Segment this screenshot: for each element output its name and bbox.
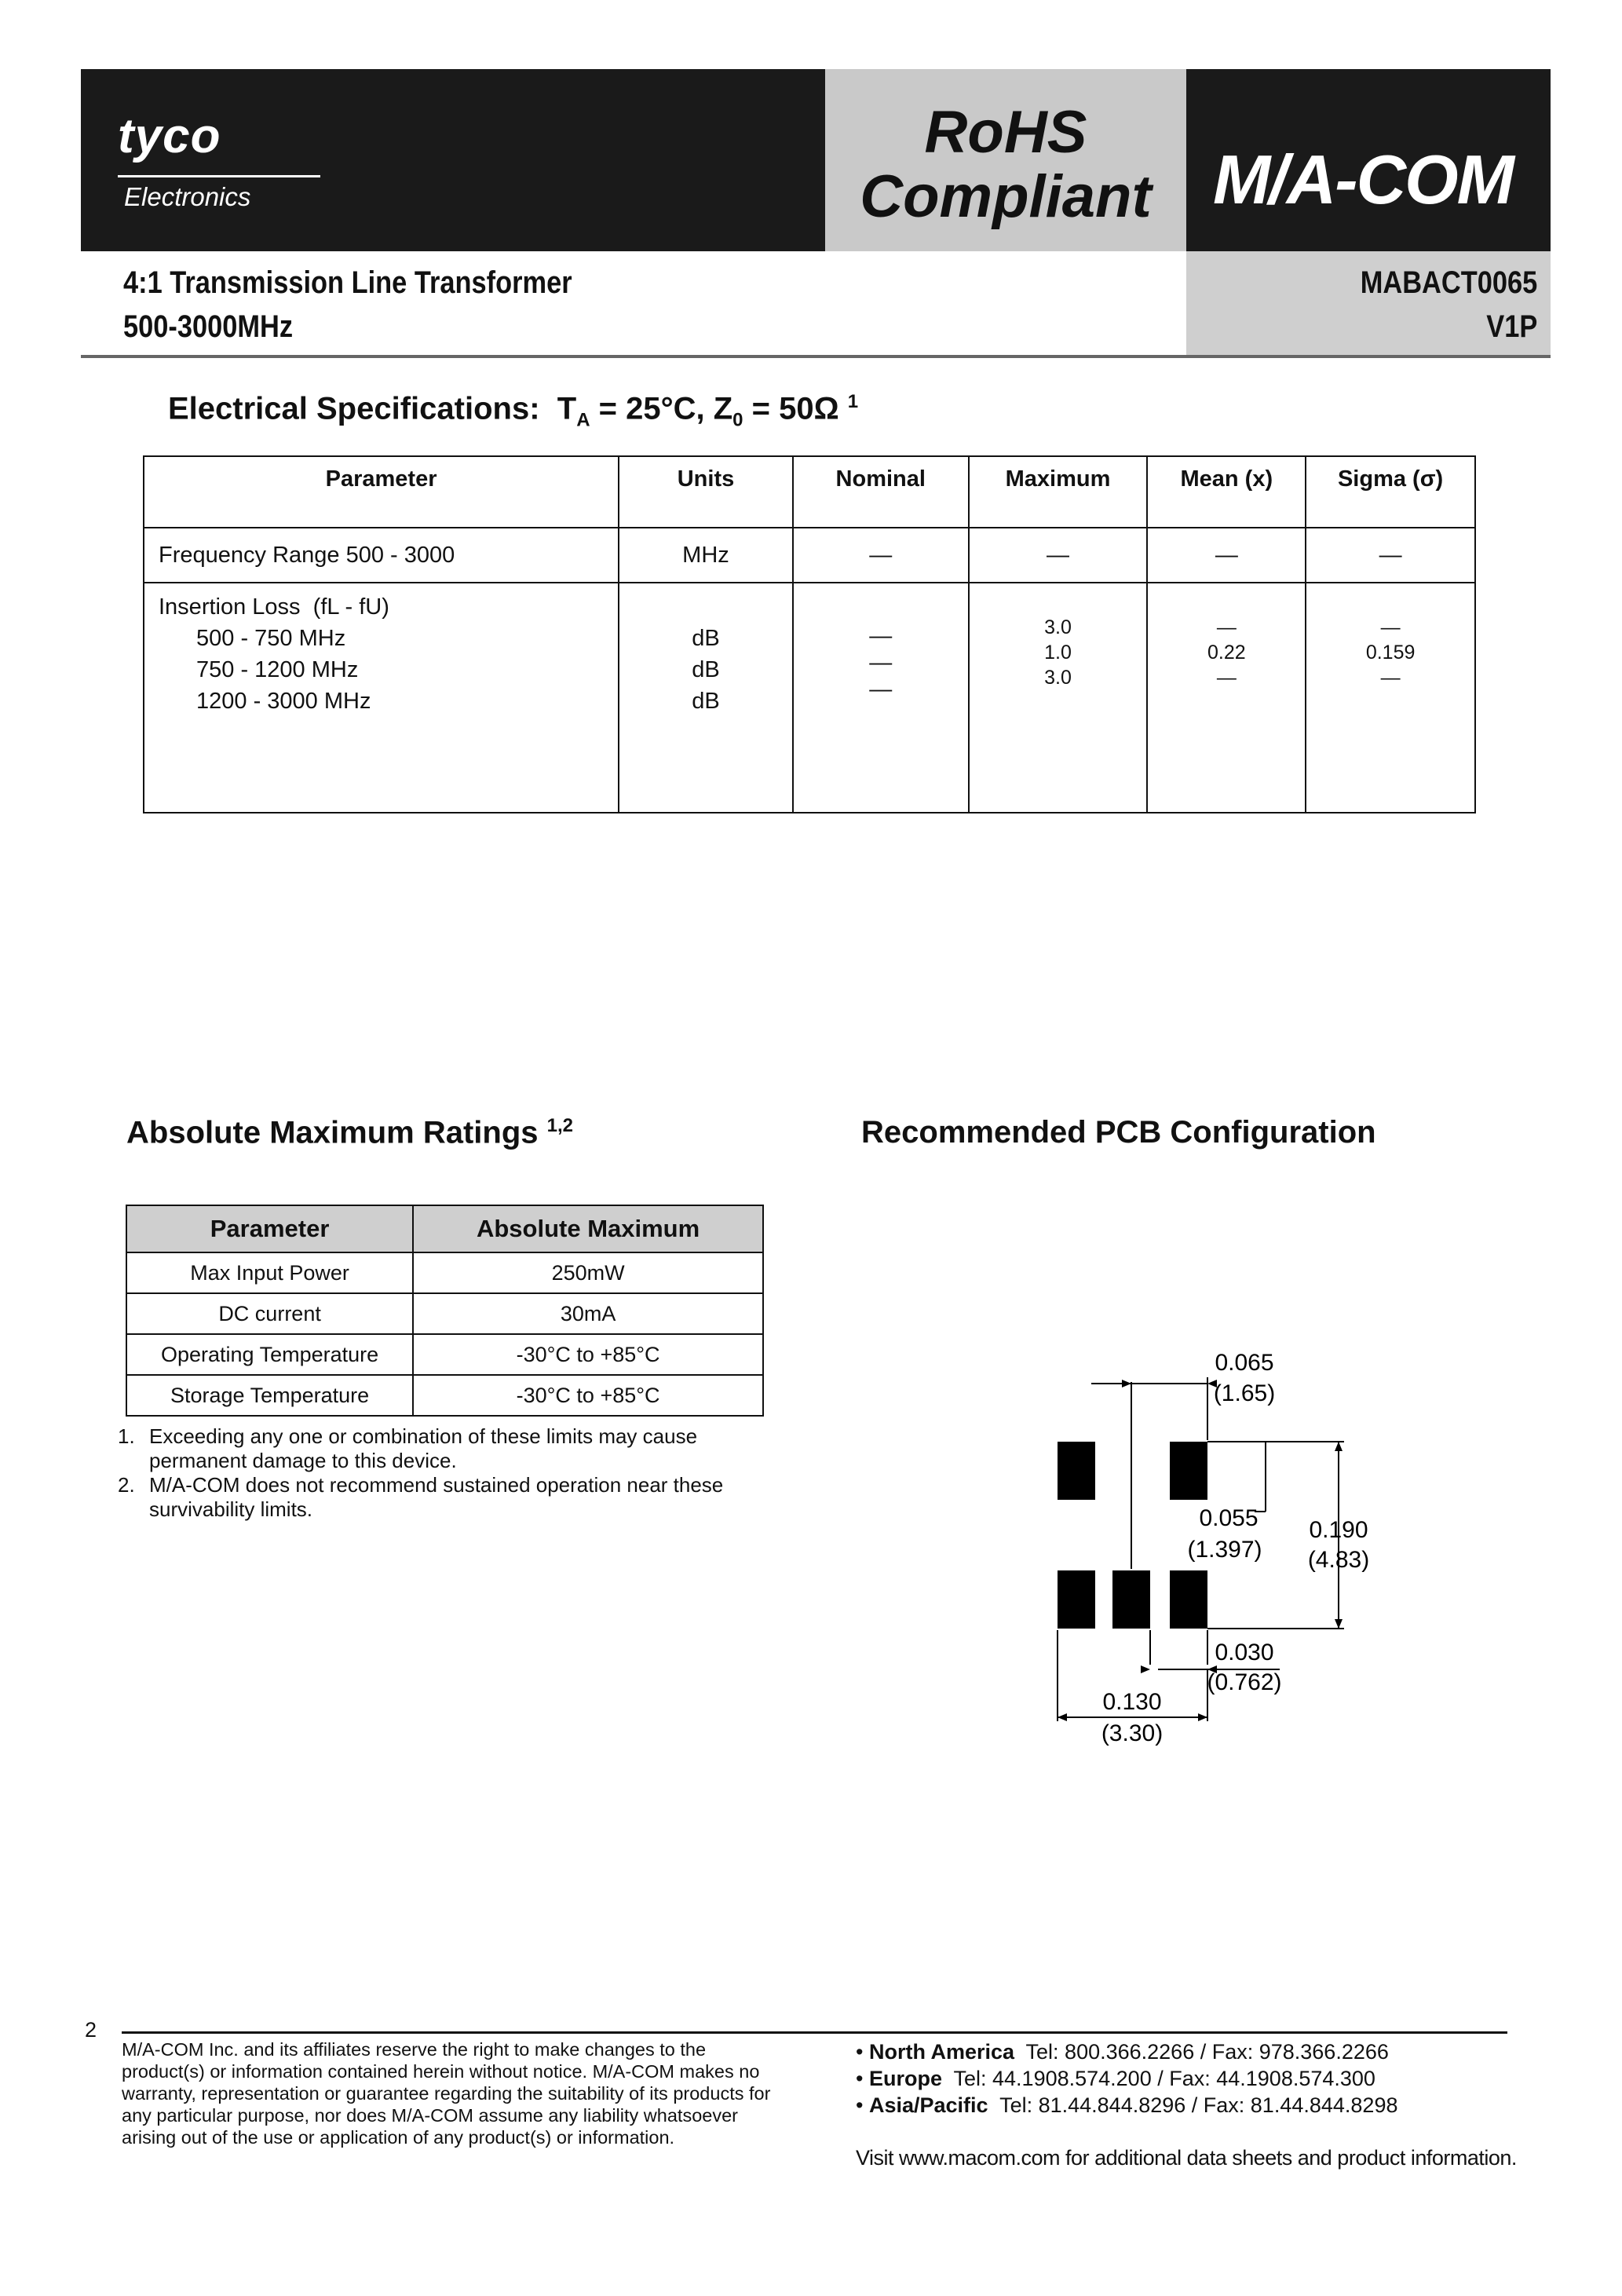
contact-item: • Asia/Pacific Tel: 81.44.844.8296 / Fax: 81.44.844.8298: [856, 2093, 1398, 2117]
title-line1: 4:1 Transmission Line Transformer: [123, 265, 572, 300]
col-header: Parameter: [144, 456, 619, 528]
col-header: Sigma (σ): [1306, 456, 1475, 528]
part-number: MABACT0065: [1360, 265, 1537, 300]
pcb-pad: [1058, 1442, 1095, 1500]
dim-gap-mm: (0.762): [1207, 1669, 1282, 1695]
il-label-paren: (fL - fU): [312, 594, 389, 620]
footer-disclaimer: M/A-COM Inc. and its affiliates reserve the right to make changes to the product(s) or information contained herein without notice. M/A-COM makes no warranty, representation or guarantee regarding the suitability of its products for any particular purpose, nor does M/A-COM assume any liability whatsoever arising out of the use or application of any product(s) or information.: [122, 2039, 771, 2148]
dim-top-mm: (1.65): [1213, 1380, 1276, 1406]
heading-footnote-ref: 1,2: [546, 1115, 574, 1136]
cell-value: 250mW: [413, 1252, 763, 1293]
dim-gap: 0.030: [1215, 1640, 1274, 1665]
rohs-line1: RoHS: [924, 99, 1087, 166]
dim-mid: 0.055: [1199, 1505, 1259, 1531]
dim-mid-mm: (1.397): [1187, 1537, 1262, 1563]
contact-item: • Europe Tel: 44.1908.574.200 / Fax: 44.1908.574.300: [856, 2067, 1375, 2090]
cell-parameter: Max Input Power: [126, 1252, 413, 1293]
heading-mid: = 25°C, Z: [590, 391, 733, 426]
pcb-pad: [1112, 1570, 1150, 1629]
units-value: dB: [692, 626, 720, 651]
ratings-notes: [118, 1424, 769, 1522]
cell-parameter: Operating Temperature: [126, 1334, 413, 1375]
page-number: 2: [85, 2018, 97, 2042]
tyco-logo: tyco: [118, 109, 221, 163]
document-title: [123, 261, 572, 349]
tyco-logo-subtitle: Electronics: [124, 182, 251, 211]
heading-label: Electrical Specifications:: [168, 391, 540, 426]
cell-mean: —: [1147, 528, 1306, 583]
cell-parameter: Storage Temperature: [126, 1375, 413, 1416]
title-line2: 500-3000MHz: [123, 309, 294, 344]
cell-value: -30°C to +85°C: [413, 1334, 763, 1375]
logo-divider: [118, 175, 320, 177]
dim-top: 0.065: [1215, 1350, 1274, 1376]
col-header: Nominal: [793, 456, 969, 528]
table-row: [144, 583, 1475, 813]
maximum-value: 3.0: [1044, 667, 1072, 689]
table-header-row: [126, 1205, 763, 1252]
col-header: Mean (x): [1147, 456, 1306, 528]
heading-temp-symbol: T: [557, 391, 577, 426]
contact-info: Tel: 81.44.844.8296 / Fax: 81.44.844.8298: [999, 2093, 1398, 2117]
header-divider: [81, 355, 1551, 358]
heading-sub-0: 0: [732, 409, 743, 431]
cell-units: [619, 583, 793, 813]
abs-max-ratings-heading: [126, 1115, 573, 1150]
table-row: [126, 1334, 763, 1375]
dim-right: 0.190: [1309, 1517, 1368, 1543]
macom-logo: M/A-COM: [1213, 141, 1513, 218]
pcb-config-heading: Recommended PCB Configuration: [861, 1115, 1376, 1150]
table-row: [144, 528, 1475, 583]
cell-sigma: —: [1306, 528, 1475, 583]
note-text: Exceeding any one or combination of these limits may cause permanent damage to this device.: [149, 1424, 698, 1472]
col-header: Absolute Maximum: [413, 1205, 763, 1252]
nominal-value: —: [869, 650, 893, 675]
cell-parameter: Frequency Range 500 - 3000: [144, 528, 619, 583]
pcb-pad: [1170, 1570, 1207, 1629]
note-item: 1. Exceeding any one or combination of these limits may cause permanent damage to this device.: [118, 1424, 769, 1473]
dim-right-mm: (4.83): [1307, 1547, 1370, 1573]
electrical-specs-table: [143, 455, 1476, 813]
maximum-value: 3.0: [1044, 616, 1072, 638]
part-number-block: [1360, 261, 1537, 349]
il-label: Insertion Loss: [159, 594, 301, 620]
electrical-specs-heading: [168, 391, 858, 431]
contact-info: Tel: 44.1908.574.200 / Fax: 44.1908.574.300: [953, 2067, 1375, 2090]
units-value: dB: [692, 657, 720, 682]
sigma-value: —: [1380, 667, 1401, 689]
cell-nominal: —: [793, 528, 969, 583]
table-row: [126, 1252, 763, 1293]
cell-maximum: [969, 583, 1148, 813]
rohs-line2: Compliant: [860, 163, 1152, 230]
heading-footnote-ref: 1: [847, 391, 859, 412]
cell-value: -30°C to +85°C: [413, 1375, 763, 1416]
pcb-pad: [1170, 1442, 1207, 1500]
table-row: [126, 1293, 763, 1334]
col-header: Parameter: [126, 1205, 413, 1252]
il-range: 500 - 750 MHz: [196, 626, 346, 651]
nominal-value: —: [869, 623, 893, 649]
nominal-value: —: [869, 677, 893, 702]
contact-region: Asia/Pacific: [868, 2093, 988, 2117]
mean-value: —: [1216, 667, 1237, 689]
sigma-value: —: [1380, 616, 1401, 638]
abs-max-ratings-table: [126, 1205, 764, 1417]
heading-end: = 50Ω: [743, 391, 839, 426]
mean-value: —: [1216, 616, 1237, 638]
heading-sub-a: A: [576, 409, 590, 431]
rohs-badge: [825, 101, 1186, 229]
contact-info: Tel: 800.366.2266 / Fax: 978.366.2266: [1025, 2040, 1389, 2064]
cell-parameter: DC current: [126, 1293, 413, 1334]
pcb-pad: [1058, 1570, 1095, 1629]
il-range: 1200 - 3000 MHz: [196, 689, 371, 714]
cell-mean: [1147, 583, 1306, 813]
note-text: M/A-COM does not recommend sustained operation near these survivability limits.: [149, 1473, 724, 1521]
contact-item: • North America Tel: 800.366.2266 / Fax: 978.366.2266: [856, 2040, 1389, 2064]
mean-value: 0.22: [1207, 642, 1246, 664]
version: V1P: [1485, 309, 1537, 344]
footer-contacts: [856, 2038, 1547, 2119]
footer-visit-text: Visit www.macom.com for additional data sheets and product information.: [856, 2146, 1517, 2170]
contact-region: North America: [868, 2040, 1015, 2064]
footer-divider: [122, 2031, 1507, 2034]
cell-units: MHz: [619, 528, 793, 583]
table-header-row: [144, 456, 1475, 528]
cell-maximum: —: [969, 528, 1148, 583]
maximum-value: 1.0: [1044, 642, 1072, 664]
cell-value: 30mA: [413, 1293, 763, 1334]
note-item: 2. M/A-COM does not recommend sustained operation near these survivability limits.: [118, 1473, 769, 1522]
dim-bottom-mm: (3.30): [1101, 1720, 1164, 1746]
col-header: Units: [619, 456, 793, 528]
cell-parameter: [144, 583, 619, 813]
col-header: Maximum: [969, 456, 1148, 528]
dim-bottom: 0.130: [1102, 1689, 1162, 1715]
heading-label: Absolute Maximum Ratings: [126, 1115, 539, 1150]
il-range: 750 - 1200 MHz: [196, 657, 359, 682]
pcb-diagram: [1021, 1335, 1413, 1775]
cell-sigma: [1306, 583, 1475, 813]
sigma-value: 0.159: [1365, 642, 1416, 664]
units-value: dB: [692, 689, 720, 714]
cell-nominal: [793, 583, 969, 813]
contact-region: Europe: [868, 2067, 942, 2090]
table-row: [126, 1375, 763, 1416]
